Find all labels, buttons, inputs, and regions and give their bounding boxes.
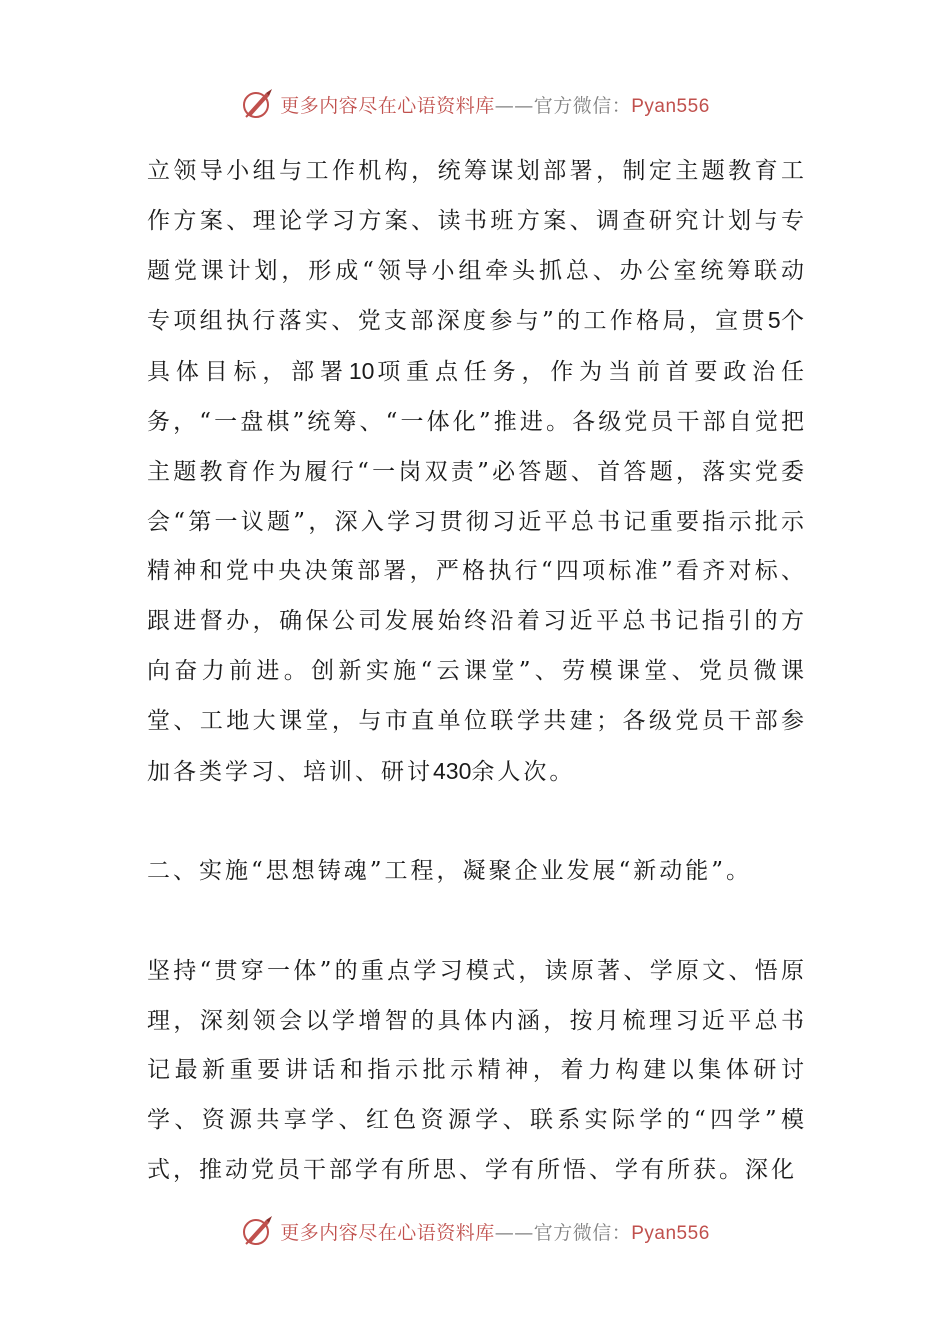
p1-seg-4: 项重点任务，作为当前首要政治任务，“一盘棋”统筹、“一体化”推进。各级党员干部自觉把主题教育作为履行“一岗双责”必答题、首答题，落实党委会“第一议题”，深入学习贯彻习近平总书记重要指示批示精神和党中央决策部署，严格执行“四项标准”看齐对标、跟进督办，确保公司发展始终沿着习近平总书记指引的方向奋力前进。创新实施“云课堂”、劳模课堂、党员微课堂、工地大课堂，与市直单位联学共建；各级党员干部参加各类学习、培训、研讨 xyxy=(147,359,808,785)
header-watermark-banner xyxy=(0,84,950,124)
paragraph-gap xyxy=(147,897,807,947)
quill-pen-circle-icon xyxy=(240,1213,276,1249)
document-body xyxy=(147,147,807,1196)
watermark-handle: Pyan556 xyxy=(631,95,710,117)
p1-num-430: 430 xyxy=(433,757,472,784)
p1-num-10: 10 xyxy=(348,358,375,385)
watermark-slogan: 更多内容尽在心语资料库 xyxy=(280,1221,495,1244)
watermark-wechat-label: 官方微信： xyxy=(533,94,632,117)
footer-watermark-banner xyxy=(0,1211,950,1251)
paragraph-1 xyxy=(147,147,807,797)
watermark-dash: —— xyxy=(494,1221,534,1244)
p1-seg-0: 立领导小组与工作机构，统筹谋划部署，制定主题教育工作方案、理论学习方案、读书班方案、调查研究计划与专题党课计划，形成“领导小组牵头抓总、办公室统筹联动专项组执行落实、党支部深度参与”的工作格局，宣贯 xyxy=(147,158,807,335)
watermark-text xyxy=(280,91,710,118)
watermark-text xyxy=(280,1218,710,1245)
watermark-wechat-label: 官方微信： xyxy=(533,1221,632,1244)
p1-num-5: 5 xyxy=(767,307,781,334)
paragraph-2: 坚持“贯穿一体”的重点学习模式，读原著、学原文、悟原理，深刻领会以学增智的具体内涵，按月梳理习近平总书记最新重要讲话和指示批示精神，着力构建以集体研讨学、资源共享学、红色资源学、联系实际学的“四学”模式，推动党员干部学有所思、学有所悟、学有所获。深化 xyxy=(147,957,807,1183)
p1-seg-6: 余人次。 xyxy=(471,758,576,785)
watermark-handle: Pyan556 xyxy=(631,1222,710,1244)
watermark-slogan: 更多内容尽在心语资料库 xyxy=(280,94,495,117)
p1-seg-2: 个具体目标，部署 xyxy=(147,308,807,386)
paragraph-gap xyxy=(147,797,807,847)
quill-pen-circle-icon xyxy=(240,86,276,122)
watermark-dash: —— xyxy=(494,94,534,117)
section-heading-2: 二、实施“思想铸魂”工程，凝聚企业发展“新动能”。 xyxy=(147,858,753,885)
